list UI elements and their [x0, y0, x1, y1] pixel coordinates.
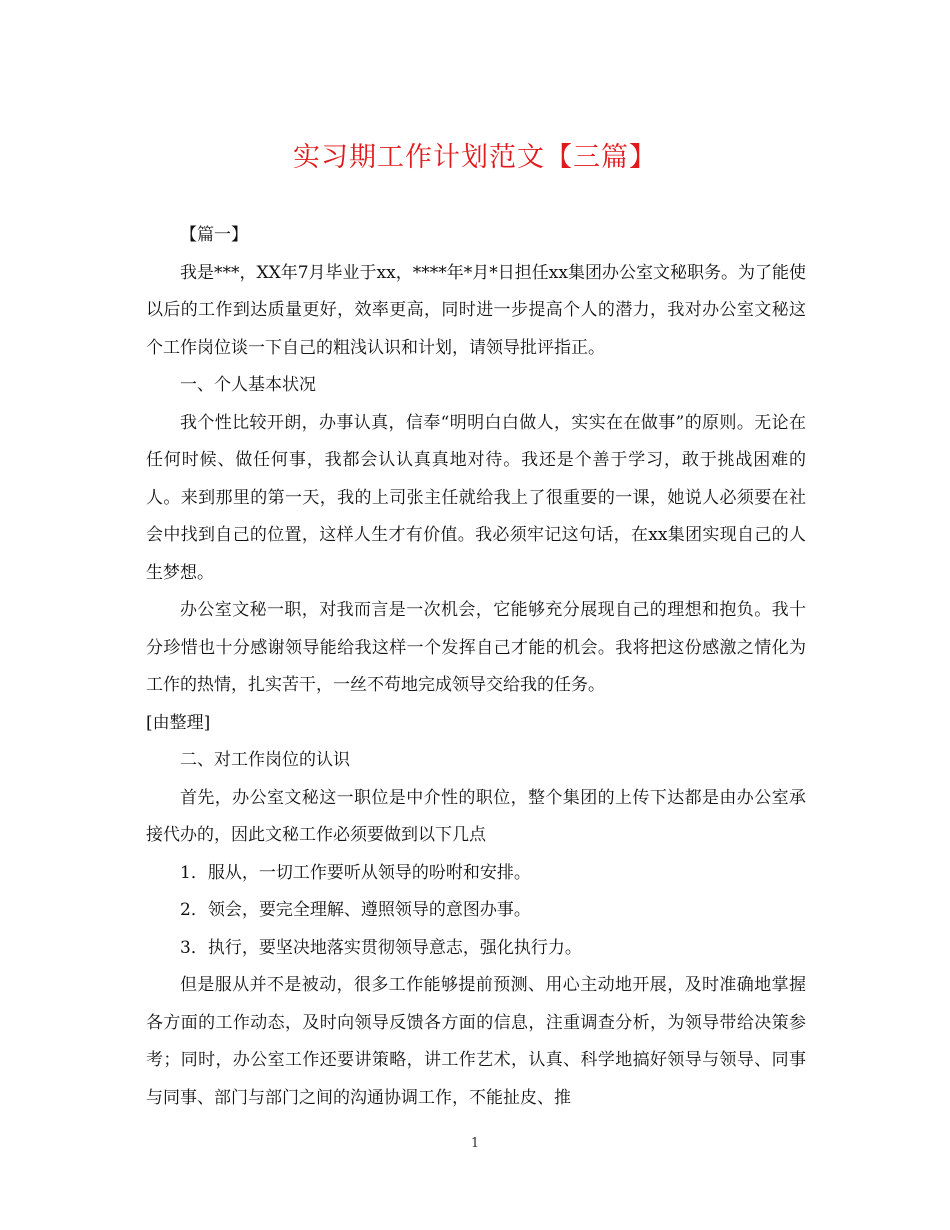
- job-understanding-paragraph: 首先，办公室文秘这一职位是中介性的职位，整个集团的上传下达都是由办公室承接代办的，因此文秘工作必须要做到以下几点: [146, 787, 806, 845]
- personal-status-paragraph: 我个性比较开朗，办事认真，信奉“明明白白做人，实实在在做事”的原则。无论在任何时候、做任何事，我都会认认真真地对待。我还是个善于学习，敢于挑战困难的人。来到那里的第一天，我的上司张主任就给我上了很重要的一课，她说人必须要在社会中找到自己的位置，这样人生才有价值。我必须牢记这句话，在xx集团实现自己的人生梦想。: [146, 412, 806, 583]
- list-item-comprehend: 2．领会，要完全理解、遵照领导的意图办事。: [180, 900, 531, 920]
- list-item-obey: 1．服从，一切工作要听从领导的吩咐和安排。: [180, 862, 531, 883]
- heading-job-understanding: 二、对工作岗位的认识: [180, 750, 350, 770]
- document-body: [146, 217, 806, 1117]
- source-note: [由整理]: [146, 712, 211, 733]
- list-item-execute: 3．执行，要坚决地落实贯彻领导意志，强化执行力。: [180, 937, 582, 958]
- heading-personal-status: 一、个人基本状况: [180, 375, 316, 395]
- section-heading-part-one: 【篇一】: [180, 225, 248, 245]
- document-title: 实习期工作计划范文【三篇】: [293, 142, 657, 173]
- page-number: 1: [470, 1136, 480, 1151]
- closing-paragraph: 但是服从并不是被动，很多工作能够提前预测、用心主动地开展，及时准确地掌握各方面的工作动态，及时向领导反馈各方面的信息，注重调查分析，为领导带给决策参考；同时，办公室工作还要讲策略，讲工作艺术，认真、科学地搞好领导与领导、同事与同事、部门与部门之间的沟通协调工作，不能扯皮、推: [146, 975, 806, 1108]
- intro-paragraph: 我是***，XX年7月毕业于xx，****年*月*日担任xx集团办公室文秘职务。为了能使以后的工作到达质量更好，效率更高，同时进一步提高个人的潜力，我对办公室文秘这个工作岗位谈一下自己的粗浅认识和计划，请领导批评指正。: [146, 262, 806, 358]
- opportunity-paragraph: 办公室文秘一职，对我而言是一次机会，它能够充分展现自己的理想和抱负。我十分珍惜也十分感谢领导能给我这样一个发挥自己才能的机会。我将把这份感激之情化为工作的热情，扎实苦干，一丝不苟地完成领导交给我的任务。: [146, 600, 806, 695]
